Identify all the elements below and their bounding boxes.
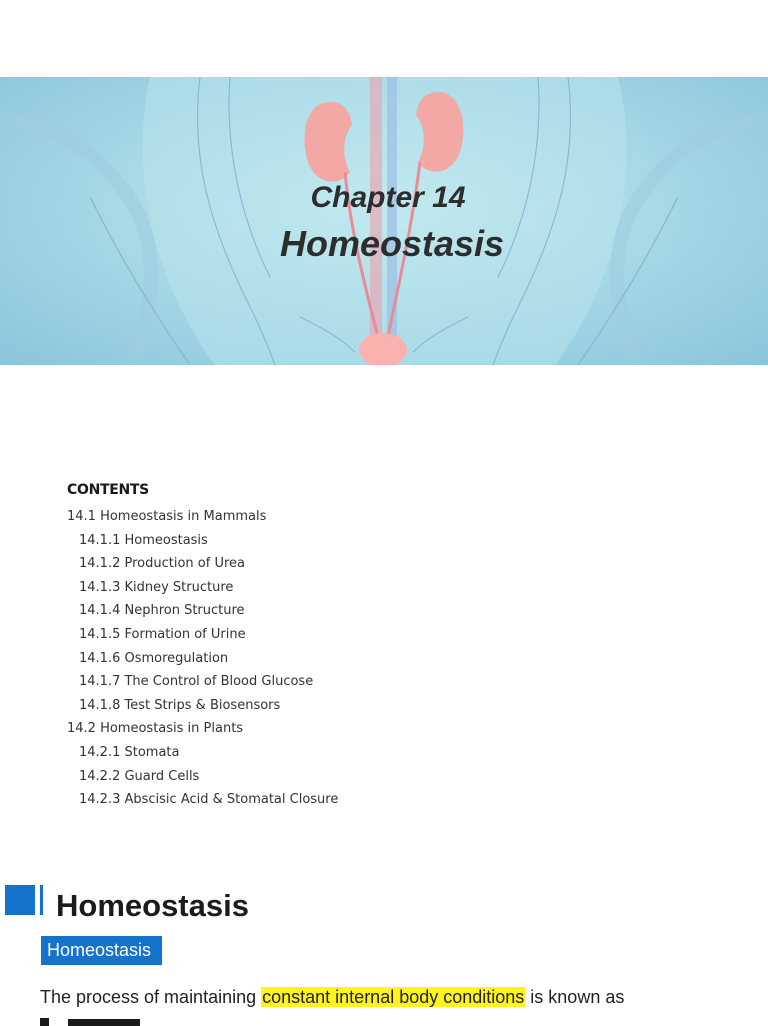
- definition-paragraph: [40, 985, 624, 1009]
- chapter-banner: [0, 77, 768, 365]
- paragraph-text-after: is known as: [525, 987, 625, 1007]
- contents-item[interactable]: 14.1.5 Formation of Urine: [79, 626, 246, 642]
- section-title: Homeostasis: [56, 888, 249, 923]
- section-bar-icon: [40, 885, 43, 915]
- contents-item[interactable]: 14.2 Homeostasis in Plants: [67, 721, 244, 737]
- contents-item[interactable]: 14.1.2 Production of Urea: [79, 556, 245, 572]
- contents-item[interactable]: 14.1 Homeostasis in Mammals: [67, 509, 267, 524]
- contents-item[interactable]: 14.1.1 Homeostasis: [79, 532, 208, 548]
- chapter-title: Homeostasis: [279, 223, 505, 264]
- contents-item[interactable]: 14.1.7 The Control of Blood Glucose: [79, 674, 314, 690]
- contents-item[interactable]: 14.2.3 Abscisic Acid & Stomatal Closure: [79, 792, 339, 808]
- chapter-number: Chapter 14: [310, 181, 466, 214]
- contents-item[interactable]: 14.2.1 Stomata: [79, 744, 180, 760]
- contents-item[interactable]: 14.1.8 Test Strips & Biosensors: [79, 697, 281, 713]
- urinary-system-illustration: [0, 77, 768, 365]
- contents-item[interactable]: 14.1.4 Nephron Structure: [79, 603, 245, 619]
- table-of-contents: [67, 482, 338, 812]
- contents-item[interactable]: 14.2.2 Guard Cells: [79, 768, 200, 784]
- contents-heading: CONTENTS: [67, 482, 149, 498]
- contents-list: [67, 505, 338, 812]
- contents-item[interactable]: 14.1.6 Osmoregulation: [79, 650, 229, 666]
- highlighted-phrase: constant internal body conditions: [262, 987, 525, 1007]
- section-square-icon: [5, 885, 35, 915]
- contents-item[interactable]: 14.1.3 Kidney Structure: [79, 579, 234, 595]
- cut-off-next-line: [40, 1016, 150, 1026]
- topic-tag: Homeostasis: [41, 936, 162, 965]
- paragraph-text-before: The process of maintaining: [40, 987, 262, 1007]
